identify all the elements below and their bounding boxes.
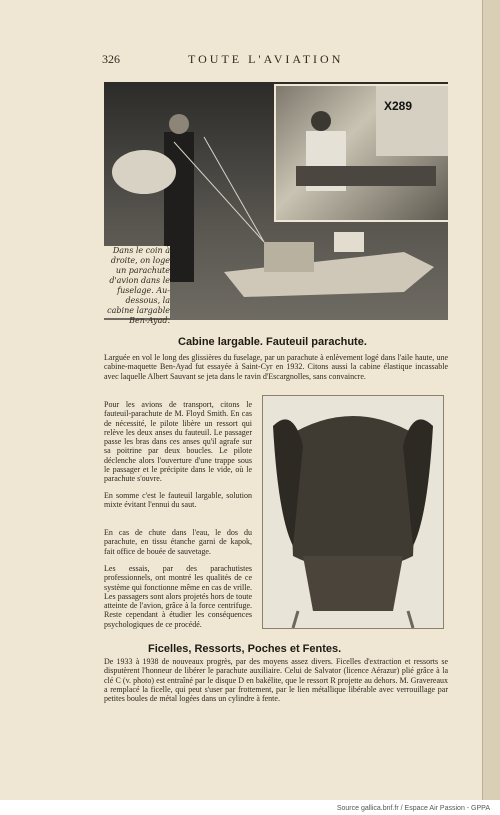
column-paragraph-3: En cas de chute dans l'eau, le dos du parachute, en tissu étanche garni de kapok, fait office de bouée de sauvetage.: [104, 528, 252, 556]
photo-fuselage-inset-drawing: [276, 86, 448, 220]
photo-parachute-seat: [262, 395, 444, 629]
column-paragraph-1: Pour les avions de transport, citons le fauteuil-parachute de M. Floyd Smith. En cas de nécessité, le pilote libère un ressort qui relève les deux anses du fauteuil. Le passager passe les bras dans ces anses qu'il agrafe sur sa poitrine par deux boucles. Le pilote déclenche alors l'ouverture d'une trappe sous le passager et le précipite dans le vide, où le parachute s'ouvre.: [104, 400, 252, 484]
section-title-ficelles: Ficelles, Ressorts, Poches et Fentes.: [148, 643, 342, 655]
column-paragraph-4: Les essais, par des parachutistes professionnels, ont montré les qualités de ce système qui fonctionne même en cas de vrille. Les passagers sont alors projetés hors de toute atteinte de l'avion, grâce à la force centrifuge. Reste cependant à étudier les conséquences psychologiques de ce procédé.: [104, 564, 252, 629]
photo-fuselage-inset: [274, 84, 450, 222]
photo-caption: Dans le coin à droite, on loge un parachute d'avion dans le fuselage. Au-dessous, la cabine largable Ben-Ayad.: [107, 246, 170, 325]
section2-paragraph: De 1933 à 1938 de nouveaux progrès, par des moyens assez divers. Ficelles d'extraction et ressorts se disputèrent l'honneur de libérer le parachute auxiliaire. Celui de Salvator (licence Aérazur) plié grâce à la clé C (v. photo) est entraîné par le disque D en bakélite, que le ressort R projette au dehors. M. Gravereaux a remplacé la ficelle, qui peut s'user par frottement, par le lien métallique libérable avec verrouillage par petites boules de métal logées dans un cylindre à fente.: [104, 657, 448, 704]
photo-caption-box: [104, 246, 170, 325]
photo-parachute-seat-drawing: [263, 396, 443, 628]
registration-plate: X289: [384, 99, 413, 113]
running-title: TOUTE L'AVIATION: [188, 52, 344, 66]
column-paragraph-2: En somme c'est le fauteuil largable, solution mixte évitant l'ennui du saut.: [104, 491, 252, 510]
page-edge: [482, 0, 500, 800]
page-number: 326: [102, 52, 120, 66]
section-intro-paragraph: Larguée en vol le long des glissières du fuselage, par un parachute à enlèvement logé dans l'aile haute, une cabine-maquette Ben-Ayad fut essayée à Saint-Cyr en 1932. Citons aussi la cabine élastique incassable avec laquelle Albert Sauvant se jeta dans le ravin d'Escargnolles, sans convaincre.: [104, 353, 448, 381]
section-title-cabine: Cabine largable. Fauteuil parachute.: [178, 336, 367, 348]
source-credit: Source gallica.bnf.fr / Espace Air Passion - GPPA: [336, 805, 490, 812]
